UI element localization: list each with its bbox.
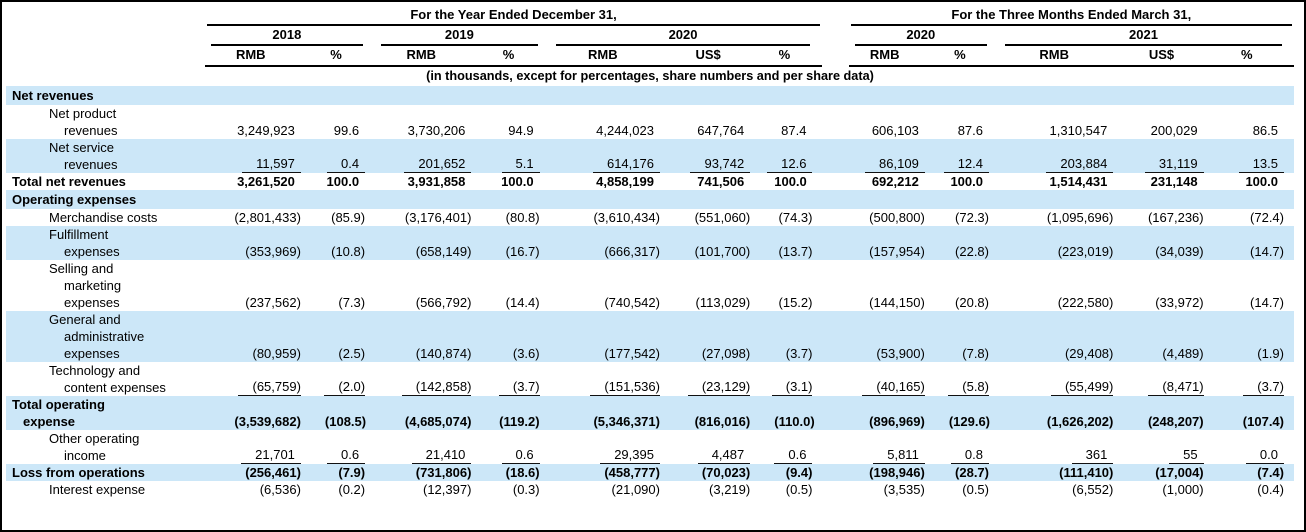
table-row <box>6 481 1294 498</box>
cell: (113,029) <box>695 295 751 310</box>
cell: (3,535) <box>883 482 925 497</box>
cell <box>311 86 375 105</box>
cell: (74.3) <box>778 210 813 225</box>
cell: (0.2) <box>338 482 366 497</box>
cell <box>375 190 481 209</box>
period-title-three-months <box>849 7 1294 26</box>
period-title-year-ended <box>205 7 823 26</box>
cell: 606,103 <box>871 123 919 138</box>
cell: 741,506 <box>697 174 745 189</box>
cell: (10.8) <box>311 226 375 260</box>
cell: (500,800) <box>869 210 925 225</box>
cell: (3,539,682) <box>205 396 311 430</box>
cell: (1,626,202) <box>999 396 1123 430</box>
cell: (458,777) <box>550 464 670 481</box>
cell: (14.7) <box>1250 295 1284 310</box>
period-title-text: For the Three Months Ended March 31, <box>851 7 1292 26</box>
cell <box>481 86 549 105</box>
cell: (551,060) <box>694 210 751 225</box>
cell: (101,700) <box>670 226 760 260</box>
cell: 29,395 <box>550 430 670 464</box>
cell <box>1123 190 1213 209</box>
section-gap <box>822 105 848 139</box>
cell <box>550 190 670 209</box>
cell: (7.4) <box>1214 464 1294 481</box>
table-row <box>6 464 1294 481</box>
cell: (23,129) <box>670 362 760 396</box>
cell <box>205 190 311 209</box>
cell: 100.0 <box>501 174 534 189</box>
cell <box>311 190 375 209</box>
cell: (16.7) <box>481 226 549 260</box>
cell: 21,701 <box>205 430 311 464</box>
year-label: 2018 <box>211 26 364 46</box>
cell: (167,236) <box>1147 210 1204 225</box>
period-title-text: For the Year Ended December 31, <box>207 7 821 26</box>
cell: 5.1 <box>481 139 549 173</box>
cell <box>849 86 935 105</box>
cell: (4,685,074) <box>375 396 481 430</box>
cell: (144,150) <box>869 295 925 310</box>
cell: 0.6 <box>760 430 822 464</box>
row-label: Total operating expense <box>6 396 205 430</box>
cell: (27,098) <box>670 311 760 362</box>
col-header: RMB <box>375 46 481 66</box>
col-header: RMB <box>205 46 311 66</box>
cell: (142,858) <box>375 362 481 396</box>
cell: 100.0 <box>1245 174 1278 189</box>
cell: (7.8) <box>935 311 999 362</box>
cell: 231,148 <box>1150 174 1198 189</box>
cell: (110.0) <box>760 396 822 430</box>
row-label: Fulfillment expenses <box>6 226 205 260</box>
cell: (223,019) <box>999 226 1123 260</box>
cell: (28.7) <box>935 464 999 481</box>
cell: (119.2) <box>481 396 549 430</box>
label-column-header <box>6 7 205 26</box>
cell: 4,858,199 <box>596 174 654 189</box>
cell: (9.4) <box>760 464 822 481</box>
year-group <box>999 26 1294 46</box>
cell: 86.5 <box>1252 123 1278 138</box>
cell: (29,408) <box>999 311 1123 362</box>
cell: 11,597 <box>205 139 311 173</box>
cell: (177,542) <box>550 311 670 362</box>
cell: (80.8) <box>505 210 540 225</box>
cell: (15.2) <box>778 295 813 310</box>
cell: (40,165) <box>849 362 935 396</box>
cell: (5,346,371) <box>550 396 670 430</box>
cell: 203,884 <box>999 139 1123 173</box>
cell: 99.6 <box>333 123 360 138</box>
cell: (12,397) <box>422 482 472 497</box>
table-row <box>6 226 1294 260</box>
cell: 3,931,858 <box>407 174 466 189</box>
section-gap <box>822 396 848 430</box>
cell: (1.9) <box>1214 311 1294 362</box>
cell: (34,039) <box>1123 226 1213 260</box>
section-gap <box>822 362 848 396</box>
row-label: Technology and content expenses <box>49 363 166 395</box>
year-row <box>6 26 1294 46</box>
cell: 3,730,206 <box>407 123 466 138</box>
cell: (731,806) <box>375 464 481 481</box>
cell: 87.6 <box>957 123 983 138</box>
cell: (2.0) <box>311 362 375 396</box>
table-body <box>6 86 1294 498</box>
col-header: % <box>481 46 549 66</box>
cell: (85.9) <box>331 210 366 225</box>
cell <box>849 190 935 209</box>
cell: (6,552) <box>1072 482 1114 497</box>
cell: (157,954) <box>849 226 935 260</box>
col-header: % <box>760 46 822 66</box>
table-row <box>6 190 1294 209</box>
cell: 0.0 <box>1214 430 1294 464</box>
cell: (896,969) <box>849 396 935 430</box>
col-header: RMB <box>999 46 1123 66</box>
cell <box>1214 190 1294 209</box>
cell: 614,176 <box>550 139 670 173</box>
cell <box>375 86 481 105</box>
section-gap <box>822 46 848 66</box>
cell: (0.5) <box>962 482 989 497</box>
row-label: Net product revenues <box>49 106 118 138</box>
row-label: Net revenues <box>6 86 205 105</box>
cell <box>999 86 1123 105</box>
cell: (70,023) <box>670 464 760 481</box>
cell <box>760 190 822 209</box>
cell: (18.6) <box>481 464 549 481</box>
cell: (237,562) <box>245 295 301 310</box>
cell: 21,410 <box>375 430 481 464</box>
table-row <box>6 396 1294 430</box>
cell: (3.6) <box>481 311 549 362</box>
cell: (2.5) <box>311 311 375 362</box>
col-header: RMB <box>849 46 935 66</box>
cell <box>935 190 999 209</box>
col-header: % <box>935 46 999 66</box>
cell: (222,580) <box>1057 295 1114 310</box>
year-label: 2020 <box>855 26 987 46</box>
row-label: Selling and marketing expenses <box>49 261 122 310</box>
cell <box>670 190 760 209</box>
cell: 94.9 <box>508 123 534 138</box>
cell: 87.4 <box>781 123 807 138</box>
cell: 13.5 <box>1214 139 1294 173</box>
cell: (658,149) <box>375 226 481 260</box>
table-row <box>6 362 1294 396</box>
table-row <box>6 139 1294 173</box>
cell: 0.6 <box>311 430 375 464</box>
cell: 4,487 <box>670 430 760 464</box>
cell <box>550 86 670 105</box>
section-gap <box>822 209 848 226</box>
cell: (666,317) <box>550 226 670 260</box>
cell: (353,969) <box>205 226 311 260</box>
section-gap <box>822 86 848 105</box>
section-gap <box>822 7 848 26</box>
row-label: Interest expense <box>49 482 146 497</box>
cell <box>760 86 822 105</box>
cell: 0.6 <box>481 430 549 464</box>
cell: 100.0 <box>326 174 360 189</box>
year-label: 2021 <box>1005 26 1282 46</box>
cell: 100.0 <box>774 174 807 189</box>
cell: (80,959) <box>205 311 311 362</box>
cell: 5,811 <box>849 430 935 464</box>
cell: (14.4) <box>505 295 540 310</box>
cell: (3.7) <box>1214 362 1294 396</box>
row-label: Merchandise costs <box>49 210 158 225</box>
cell: 361 <box>999 430 1123 464</box>
cell: 201,652 <box>375 139 481 173</box>
cell: (6,536) <box>259 482 301 497</box>
cell: (256,461) <box>205 464 311 481</box>
cell: (0.4) <box>1257 482 1284 497</box>
currency-header-row <box>6 46 1294 66</box>
cell: (55,499) <box>999 362 1123 396</box>
cell: 12.6 <box>760 139 822 173</box>
cell <box>481 190 549 209</box>
section-gap <box>822 139 848 173</box>
year-label: 2020 <box>556 26 811 46</box>
table-row <box>6 173 1294 190</box>
cell: (3,176,401) <box>404 210 472 225</box>
section-gap <box>822 26 848 46</box>
cell: 31,119 <box>1123 139 1213 173</box>
table-row <box>6 209 1294 226</box>
row-label: Loss from operations <box>6 464 205 481</box>
section-gap <box>822 173 848 190</box>
cell: (22.8) <box>935 226 999 260</box>
cell: (17,004) <box>1123 464 1213 481</box>
row-label: Operating expenses <box>6 190 205 209</box>
cell: (111,410) <box>999 464 1123 481</box>
cell <box>1214 86 1294 105</box>
cell <box>205 86 311 105</box>
cell: (20.8) <box>955 295 989 310</box>
cell: (1,095,696) <box>1046 210 1114 225</box>
cell: (151,536) <box>550 362 670 396</box>
table-row <box>6 260 1294 311</box>
col-header: % <box>1214 46 1294 66</box>
cell: (566,792) <box>415 295 472 310</box>
table-row <box>6 105 1294 139</box>
cell: 55 <box>1123 430 1213 464</box>
year-group <box>375 26 550 46</box>
year-group <box>205 26 376 46</box>
col-header: % <box>311 46 375 66</box>
cell: (0.3) <box>512 482 540 497</box>
table-row <box>6 86 1294 105</box>
cell: (3.7) <box>481 362 549 396</box>
section-gap <box>822 260 848 311</box>
cell: (108.5) <box>311 396 375 430</box>
cell: 0.8 <box>935 430 999 464</box>
cell: (13.7) <box>760 226 822 260</box>
cell: (4,489) <box>1123 311 1213 362</box>
row-label: General and administrative expenses <box>6 311 205 362</box>
cell: (140,874) <box>375 311 481 362</box>
cell: 647,764 <box>697 123 745 138</box>
cell <box>1123 86 1213 105</box>
year-label: 2019 <box>381 26 538 46</box>
year-group <box>849 26 999 46</box>
cell: 86,109 <box>849 139 935 173</box>
cell: (72.3) <box>955 210 989 225</box>
section-gap <box>822 430 848 464</box>
cell: (740,542) <box>604 295 660 310</box>
cell: (5.8) <box>935 362 999 396</box>
cell: 100.0 <box>950 174 983 189</box>
note-row <box>6 66 1294 86</box>
cell: (21,090) <box>611 482 660 497</box>
section-gap <box>822 311 848 362</box>
section-gap <box>822 226 848 260</box>
cell: (248,207) <box>1123 396 1213 430</box>
cell: 3,261,520 <box>237 174 295 189</box>
section-gap <box>822 481 848 498</box>
cell: 1,310,547 <box>1049 123 1108 138</box>
cell: (3,610,434) <box>593 210 660 225</box>
cell: (7.3) <box>338 295 366 310</box>
table-row <box>6 311 1294 362</box>
cell <box>999 190 1123 209</box>
cell: (7.9) <box>311 464 375 481</box>
cell: (1,000) <box>1162 482 1204 497</box>
cell: 0.4 <box>311 139 375 173</box>
cell: 1,514,431 <box>1049 174 1108 189</box>
results-of-operations-table <box>6 7 1294 498</box>
col-header: RMB <box>550 46 670 66</box>
cell: (129.6) <box>935 396 999 430</box>
cell: 3,249,923 <box>237 123 295 138</box>
cell: (107.4) <box>1214 396 1294 430</box>
table-header <box>6 7 1294 86</box>
cell: (3,219) <box>709 482 751 497</box>
cell <box>935 86 999 105</box>
cell: (3.1) <box>760 362 822 396</box>
section-gap <box>822 464 848 481</box>
cell: 692,212 <box>871 174 919 189</box>
label-column-header <box>6 46 205 66</box>
cell: (0.5) <box>785 482 813 497</box>
year-group <box>550 26 823 46</box>
cell: (8,471) <box>1123 362 1213 396</box>
cell: 200,029 <box>1150 123 1198 138</box>
cell: 12.4 <box>935 139 999 173</box>
row-label: Other operating income <box>49 431 140 463</box>
label-column-header <box>6 26 205 46</box>
cell: (33,972) <box>1155 295 1204 310</box>
cell: (65,759) <box>205 362 311 396</box>
cell: (3.7) <box>760 311 822 362</box>
section-gap <box>822 190 848 209</box>
row-label: Net service revenues <box>6 139 205 173</box>
col-header: US$ <box>670 46 760 66</box>
units-note: (in thousands, except for percentages, share numbers and per share data) <box>426 69 874 83</box>
cell <box>670 86 760 105</box>
cell: 93,742 <box>670 139 760 173</box>
col-header: US$ <box>1123 46 1213 66</box>
row-label: Total net revenues <box>12 174 126 189</box>
cell: (72.4) <box>1250 210 1284 225</box>
cell: 4,244,023 <box>596 123 654 138</box>
table-row <box>6 430 1294 464</box>
cell: (2,801,433) <box>234 210 301 225</box>
cell: (14.7) <box>1214 226 1294 260</box>
cell: (53,900) <box>849 311 935 362</box>
cell: (198,946) <box>849 464 935 481</box>
period-title-row <box>6 7 1294 26</box>
cell: (816,016) <box>670 396 760 430</box>
